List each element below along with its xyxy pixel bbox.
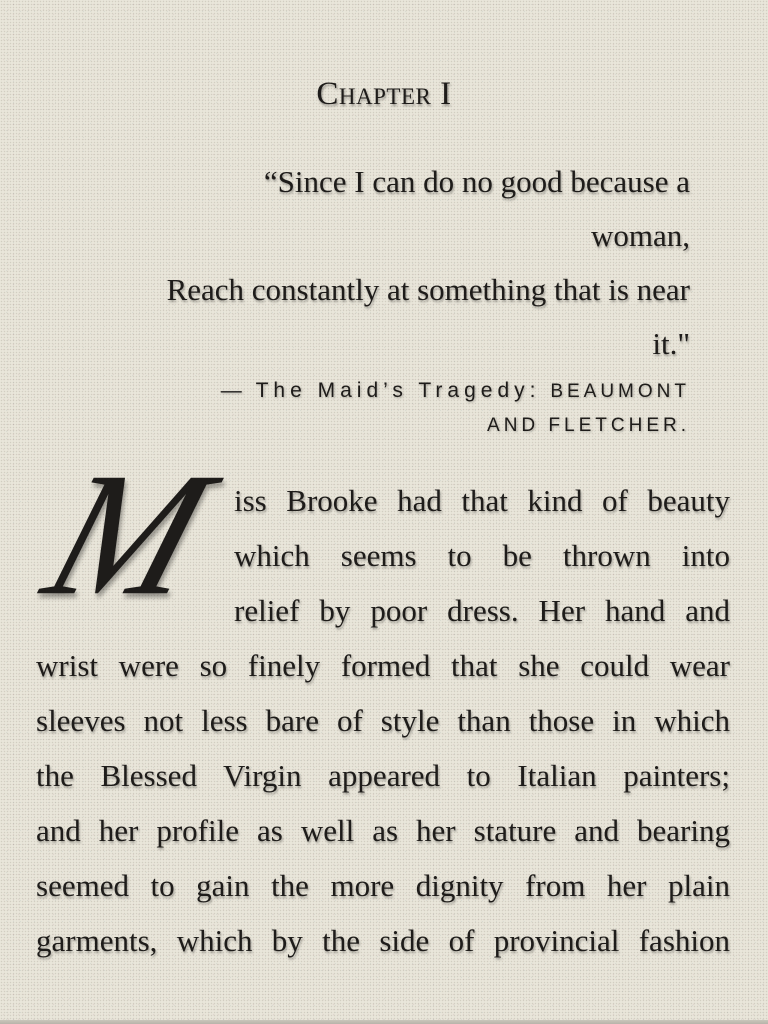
body-line: iss Brooke had that kind of beauty <box>234 483 730 518</box>
attribution-authors-continued: AND FLETCHER. <box>487 415 690 436</box>
epigraph <box>80 155 690 371</box>
body-line: relief by poor dress. Her hand and <box>234 593 730 628</box>
body-line: garments, which by the side of provincial fashion <box>36 923 730 958</box>
epigraph-line: “Since I can do no good because a <box>263 164 690 199</box>
epigraph-attribution <box>80 374 690 443</box>
body-line: and her profile as well as her stature and bearing <box>36 813 730 848</box>
body-line: seemed to gain the more dignity from her plain <box>36 868 730 903</box>
chapter-title: Chapter I <box>316 76 452 112</box>
drop-cap: M <box>26 436 230 633</box>
epigraph-line: Reach constantly at something that is near <box>166 272 690 307</box>
attribution-authors: BEAUMONT <box>550 381 690 402</box>
page-bottom-edge <box>0 1020 768 1024</box>
attribution-work-title: The Maid’s Tragedy: <box>255 379 541 402</box>
body-line: sleeves not less bare of style than those in which <box>36 703 730 738</box>
epigraph-line: it." <box>652 326 690 361</box>
attribution-line-1 <box>80 374 690 409</box>
body-line: which seems to be thrown into <box>234 538 730 573</box>
body-line: wrist were so finely formed that she could wear <box>36 648 730 683</box>
chapter-body-text <box>36 473 730 968</box>
body-line: the Blessed Virgin appeared to Italian painters; <box>36 758 730 793</box>
epigraph-line: woman, <box>590 218 690 253</box>
attribution-dash: — <box>220 379 246 402</box>
